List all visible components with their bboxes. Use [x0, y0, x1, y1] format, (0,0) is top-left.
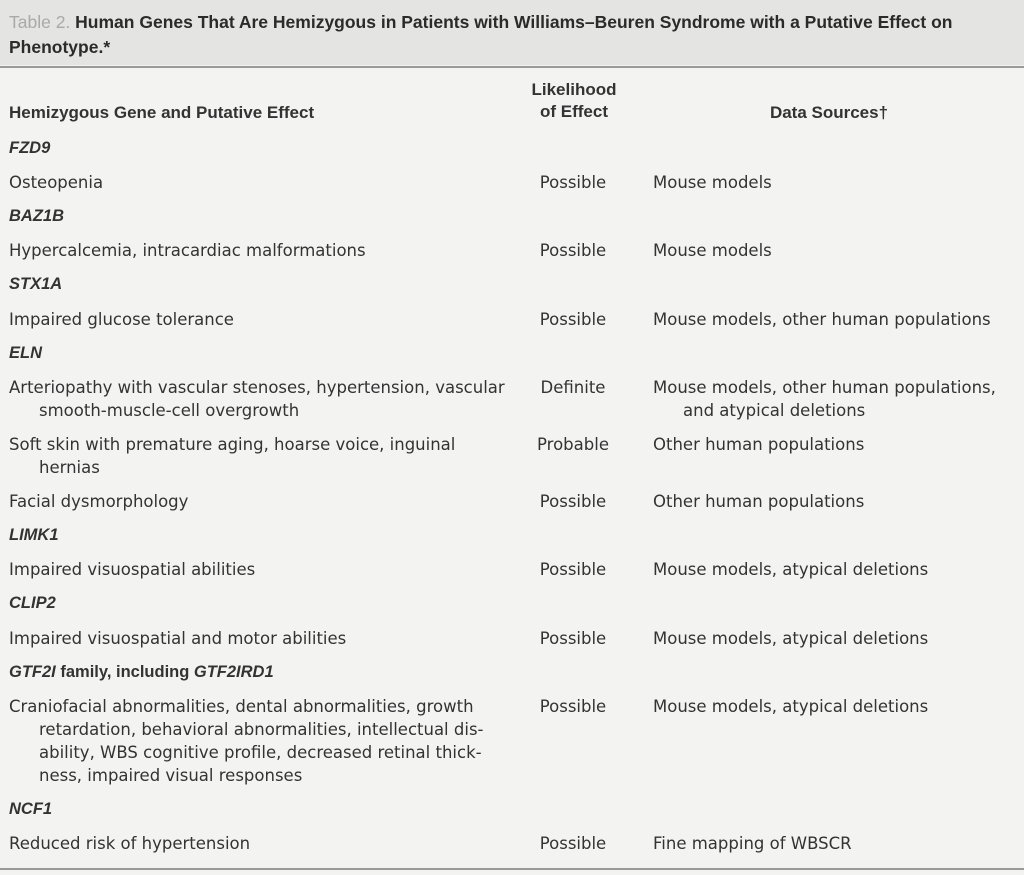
column-header-likelihood: [520, 79, 628, 123]
gene-name: GTF2I: [9, 663, 56, 681]
sources-text: Mouse models, atypical deletions: [653, 697, 929, 716]
effect-text: Hypercalcemia, intracardiac malformations: [9, 241, 366, 260]
column-header-likelihood-line2: of Effect: [540, 102, 608, 121]
gene-name: BAZ1B: [9, 207, 65, 225]
gene-name: FZD9: [9, 139, 51, 157]
table-title-text: Human Genes That Are Hemizygous in Patients with Williams–Beuren Syndrome with a Putative Effect on Phenotype.*: [9, 12, 953, 57]
gene-name: CLIP2: [9, 594, 56, 612]
gene-family-connector: family, including: [55, 663, 194, 681]
sources-text: Mouse models, other human populations: [653, 310, 991, 329]
gene-name: ELN: [9, 344, 42, 362]
likelihood-text: Probable: [537, 435, 609, 454]
column-header-likelihood-line1: Likelihood: [531, 80, 617, 99]
effect-text: Facial dysmorphology: [9, 492, 189, 511]
effect-text: Soft skin with premature aging, hoarse voice, inguinal hernias: [9, 435, 456, 477]
sources-text: Other human populations: [653, 435, 865, 454]
sources-text: Mouse models: [653, 241, 772, 260]
effect-text: Impaired visuospatial abilities: [9, 560, 256, 579]
sources-text: Mouse models, atypical deletions: [653, 629, 929, 648]
effect-text: Reduced risk of hypertension: [9, 834, 251, 853]
likelihood-text: Possible: [539, 173, 607, 192]
likelihood-text: Possible: [539, 834, 607, 853]
sources-text: Mouse models, other human populations, and atypical deletions: [653, 378, 996, 420]
gene-family-label: [9, 661, 274, 684]
sources-text: Mouse models, atypical deletions: [653, 560, 929, 579]
gene-name: GTF2IRD1: [193, 663, 274, 681]
likelihood-text: Possible: [539, 629, 607, 648]
column-header-data-sources: Data Sources†: [769, 103, 889, 122]
likelihood-text: Possible: [539, 697, 607, 716]
effect-text: Osteopenia: [9, 173, 104, 192]
effect-text: Impaired visuospatial and motor abilities: [9, 629, 347, 648]
gene-name: STX1A: [9, 275, 63, 293]
effect-text: Craniofacial abnormalities, dental abnormalities, growth retardation, behavioral abnormalities, intellectual dis-ability, WBS cognitive profile, decreased retinal thick-ness, impaired visual responses: [9, 697, 484, 785]
table-title: [9, 10, 999, 60]
likelihood-text: Possible: [539, 560, 607, 579]
likelihood-text: Definite: [540, 378, 606, 397]
bottom-rule: [0, 868, 1024, 870]
top-rule: [0, 66, 1024, 68]
effect-text: Impaired glucose tolerance: [9, 310, 234, 329]
gene-name: LIMK1: [9, 526, 59, 544]
sources-text: Mouse models: [653, 173, 772, 192]
table-label: Table 2.: [9, 12, 71, 32]
gene-name: NCF1: [9, 800, 53, 818]
likelihood-text: Possible: [539, 241, 607, 260]
likelihood-text: Possible: [539, 492, 607, 511]
sources-text: Other human populations: [653, 492, 865, 511]
sources-text: Fine mapping of WBSCR: [653, 834, 852, 853]
likelihood-text: Possible: [539, 310, 607, 329]
column-header-gene-effect: Hemizygous Gene and Putative Effect: [9, 103, 315, 122]
effect-text: Arteriopathy with vascular stenoses, hypertension, vascular smooth-muscle-cell overgrowth: [9, 378, 505, 420]
